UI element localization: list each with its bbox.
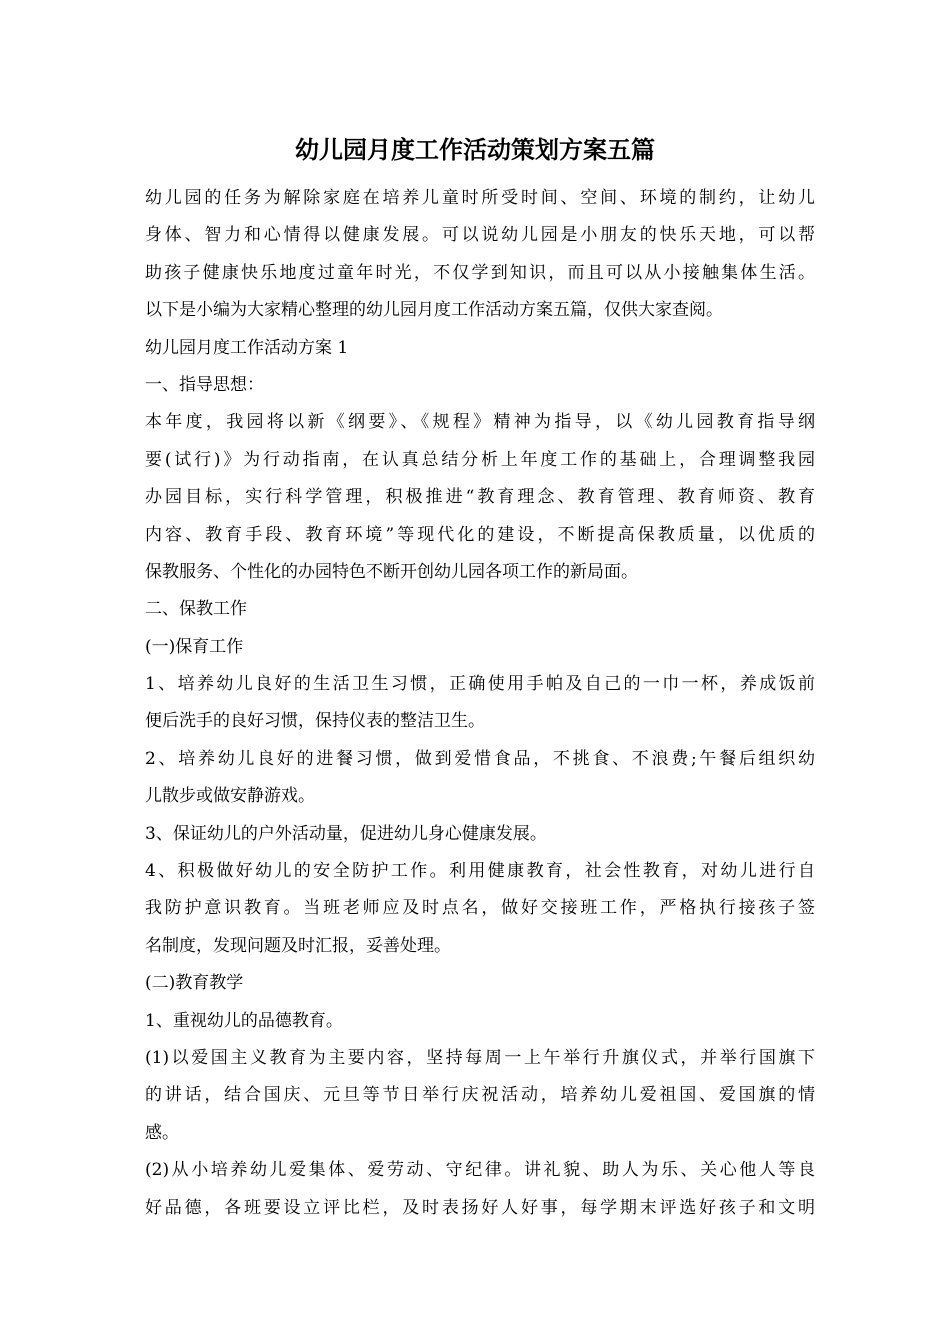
text-line: 助孩子健康快乐地度过童年时光，不仅学到知识，而且可以从小接触集体生活。 xyxy=(145,262,815,283)
text-line: 的讲话，结合国庆、元旦等节日举行庆祝活动，培养幼儿爱祖国、爱国旗的情 xyxy=(145,1085,815,1106)
text-line: 4、积极做好幼儿的安全防护工作。利用健康教育，社会性教育，对幼儿进行自 xyxy=(145,861,815,882)
text-line: 感。 xyxy=(145,1122,179,1143)
text-line: 好品德，各班要设立评比栏，及时表扬好人好事，每学期末评选好孩子和文明 xyxy=(145,1197,815,1218)
text-line: 保教服务、个性化的办园特色不断开创幼儿园各项工作的新局面。 xyxy=(145,561,638,582)
text-line: 1、培养幼儿良好的生活卫生习惯，正确使用手帕及自己的一巾一杯，养成饭前 xyxy=(145,674,815,695)
text-line: 二、保教工作 xyxy=(145,599,247,620)
text-line: (二)教育教学 xyxy=(145,973,244,994)
text-line: 名制度，发现问题及时汇报，妥善处理。 xyxy=(145,935,451,956)
document-body xyxy=(145,180,815,1227)
text-line: 3、保证幼儿的户外活动量，促进幼儿身心健康发展。 xyxy=(145,823,547,844)
text-line: 一、指导思想： xyxy=(145,374,264,395)
text-line: 2、培养幼儿良好的进餐习惯，做到爱惜食品，不挑食、不浪费;午餐后组织幼 xyxy=(145,748,815,769)
text-line: 幼儿园月度工作活动方案 1 xyxy=(145,337,349,358)
text-line: 以下是小编为大家精心整理的幼儿园月度工作活动方案五篇，仅供大家查阅。 xyxy=(145,300,723,321)
text-line: 1、重视幼儿的品德教育。 xyxy=(145,1010,343,1031)
text-line: 本年度，我园将以新《纲要》、《规程》精神为指导，以《幼儿园教育指导纲 xyxy=(145,412,815,433)
text-line: (1)以爱国主义教育为主要内容，坚持每周一上午举行升旗仪式，并举行国旗下 xyxy=(145,1047,815,1068)
text-line: 办园目标，实行科学管理，积极推进“教育理念、教育管理、教育师资、教育 xyxy=(145,487,815,508)
text-line: 内容、教育手段、教育环境”等现代化的建设，不断提高保教质量，以优质的 xyxy=(145,524,815,545)
text-line: 儿散步或做安静游戏。 xyxy=(145,786,315,807)
text-line: (2)从小培养幼儿爱集体、爱劳动、守纪律。讲礼貌、助人为乐、关心他人等良 xyxy=(145,1160,815,1181)
text-line: (一)保育工作 xyxy=(145,636,244,657)
text-line: 幼儿园的任务为解除家庭在培养儿童时所受时间、空间、环境的制约，让幼儿 xyxy=(145,188,815,208)
text-line: 身体、智力和心情得以健康发展。可以说幼儿园是小朋友的快乐天地，可以帮 xyxy=(145,225,815,246)
text-line: 要(试行)》为行动指南，在认真总结分析上年度工作的基础上，合理调整我园 xyxy=(145,449,815,470)
document-title: 幼儿园月度工作活动策划方案五篇 xyxy=(295,135,655,164)
text-line: 我防护意识教育。当班老师应及时点名，做好交接班工作，严格执行接孩子签 xyxy=(145,898,815,919)
text-line: 便后洗手的良好习惯，保持仪表的整洁卫生。 xyxy=(145,711,485,732)
